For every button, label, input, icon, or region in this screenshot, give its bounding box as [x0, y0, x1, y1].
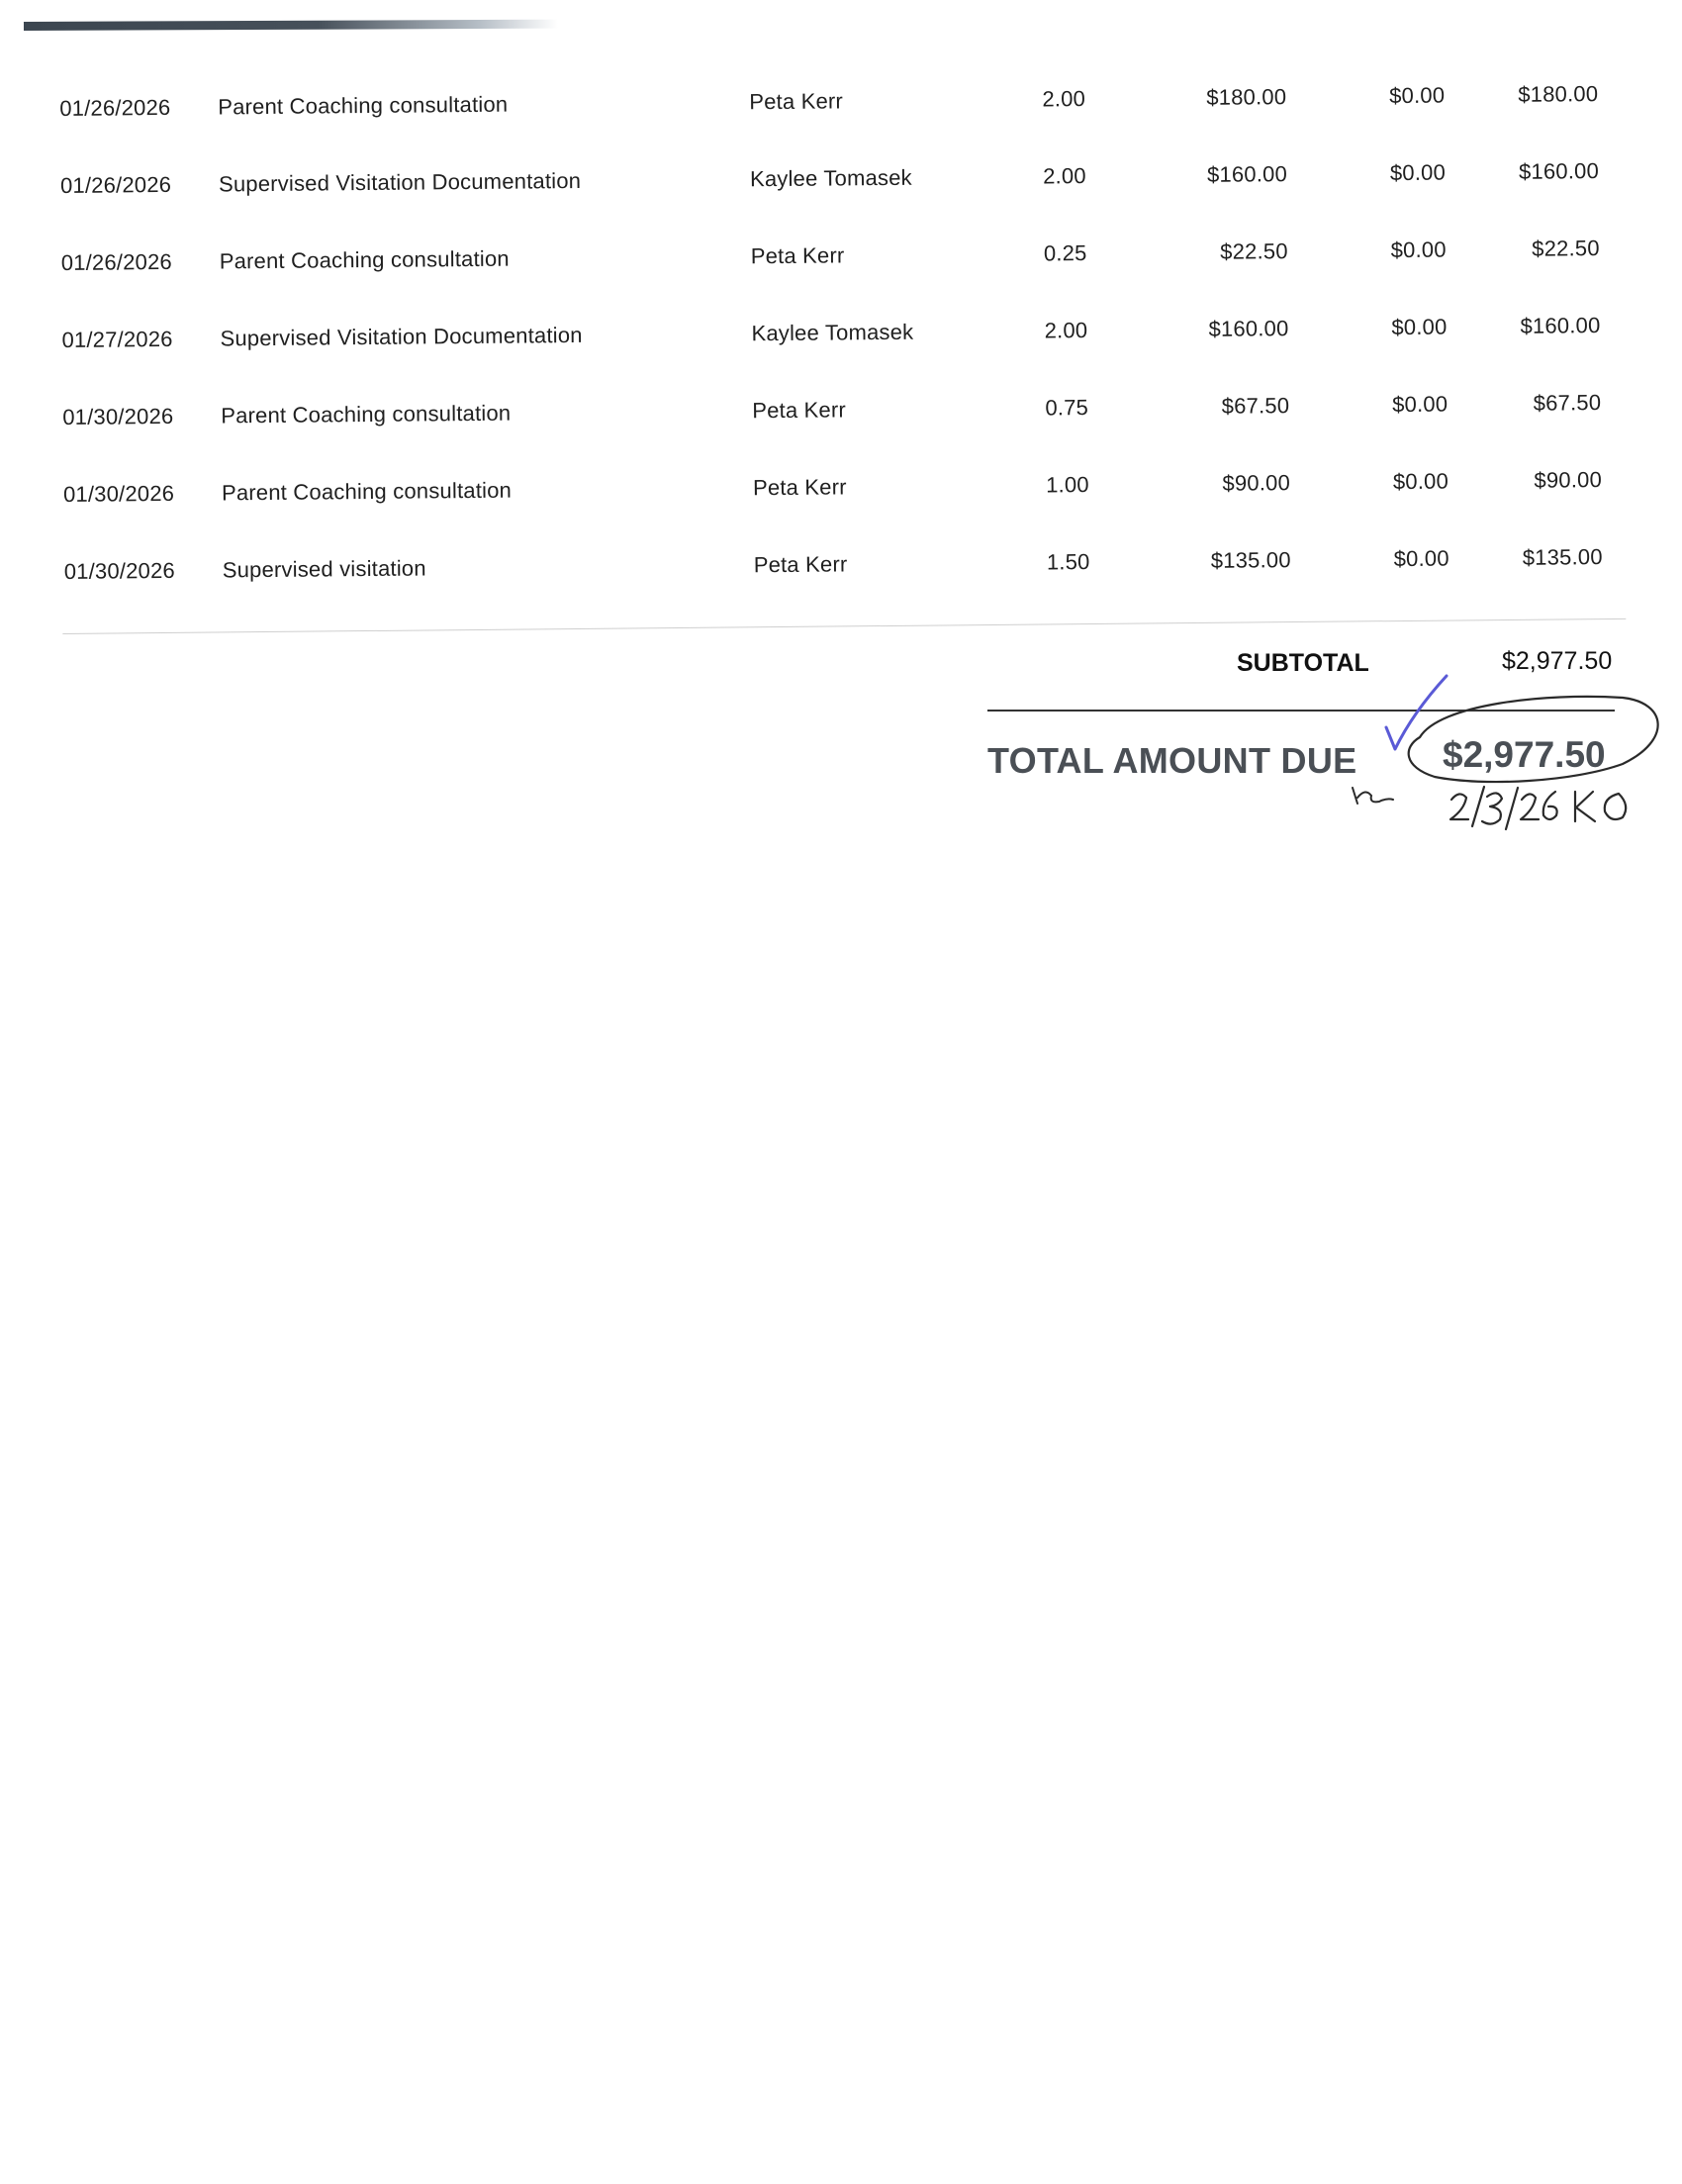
- row-date: 01/26/2026: [60, 248, 173, 275]
- row-hours: 0.75: [1045, 395, 1089, 421]
- subtotal-value: $2,977.50: [1502, 647, 1613, 675]
- row-hours: 1.50: [1046, 549, 1090, 575]
- row-amount: $22.50: [1532, 236, 1600, 261]
- row-description: Parent Coaching consultation: [221, 477, 513, 506]
- row-hours: 2.00: [1043, 163, 1086, 189]
- row-rate-total: $160.00: [1208, 316, 1289, 341]
- total-amount-due-value: $2,977.50: [1443, 734, 1606, 775]
- row-amount: $67.50: [1533, 390, 1602, 416]
- row-adjustment: $0.00: [1393, 545, 1449, 572]
- row-staff: Peta Kerr: [753, 551, 848, 578]
- row-staff: Kaylee Tomasek: [749, 164, 912, 192]
- row-adjustment: $0.00: [1389, 82, 1446, 109]
- row-adjustment: $0.00: [1391, 314, 1448, 340]
- row-date: 01/30/2026: [62, 403, 174, 429]
- row-amount: $160.00: [1520, 313, 1601, 338]
- row-staff: Peta Kerr: [752, 474, 847, 501]
- row-amount: $135.00: [1522, 544, 1603, 570]
- row-rate-total: $22.50: [1220, 238, 1288, 264]
- row-hours: 0.25: [1043, 240, 1087, 266]
- row-amount: $90.00: [1534, 467, 1603, 493]
- row-adjustment: $0.00: [1392, 468, 1449, 495]
- handwritten-annotations: [0, 0, 1682, 891]
- handwritten-date-note: [1450, 787, 1626, 829]
- row-date: 01/27/2026: [61, 326, 173, 352]
- initials-mark: [1353, 788, 1393, 804]
- row-date: 01/30/2026: [62, 480, 175, 507]
- row-staff: Peta Kerr: [749, 88, 844, 115]
- row-description: Parent Coaching consultation: [221, 400, 512, 428]
- row-staff: Peta Kerr: [750, 242, 845, 269]
- row-rate-total: $160.00: [1206, 161, 1288, 187]
- row-staff: Kaylee Tomasek: [751, 319, 914, 346]
- total-amount-due-label: TOTAL AMOUNT DUE: [987, 740, 1357, 781]
- row-date: 01/30/2026: [63, 557, 175, 584]
- row-rate-total: $135.00: [1210, 547, 1291, 573]
- row-amount: $160.00: [1518, 158, 1600, 184]
- row-staff: Peta Kerr: [752, 397, 847, 424]
- row-rate-total: $180.00: [1206, 84, 1287, 110]
- row-date: 01/26/2026: [59, 94, 171, 121]
- checkmark-icon: [1386, 676, 1447, 749]
- row-adjustment: $0.00: [1389, 159, 1447, 186]
- row-hours: 2.00: [1044, 318, 1088, 343]
- circled-total-mark: [1409, 697, 1658, 782]
- row-rate-total: $90.00: [1222, 470, 1291, 496]
- row-rate-total: $67.50: [1221, 393, 1290, 419]
- row-amount: $180.00: [1518, 81, 1599, 107]
- row-description: Supervised Visitation Documentation: [220, 322, 583, 351]
- row-adjustment: $0.00: [1392, 391, 1448, 418]
- row-description: Parent Coaching consultation: [218, 91, 509, 120]
- row-hours: 2.00: [1042, 86, 1086, 112]
- subtotal-label: SUBTOTAL: [1237, 649, 1369, 677]
- row-date: 01/26/2026: [59, 171, 172, 198]
- row-description: Supervised Visitation Documentation: [218, 167, 582, 197]
- row-adjustment: $0.00: [1390, 237, 1447, 263]
- row-description: Parent Coaching consultation: [219, 245, 510, 274]
- row-hours: 1.00: [1046, 472, 1089, 498]
- row-description: Supervised visitation: [222, 555, 426, 583]
